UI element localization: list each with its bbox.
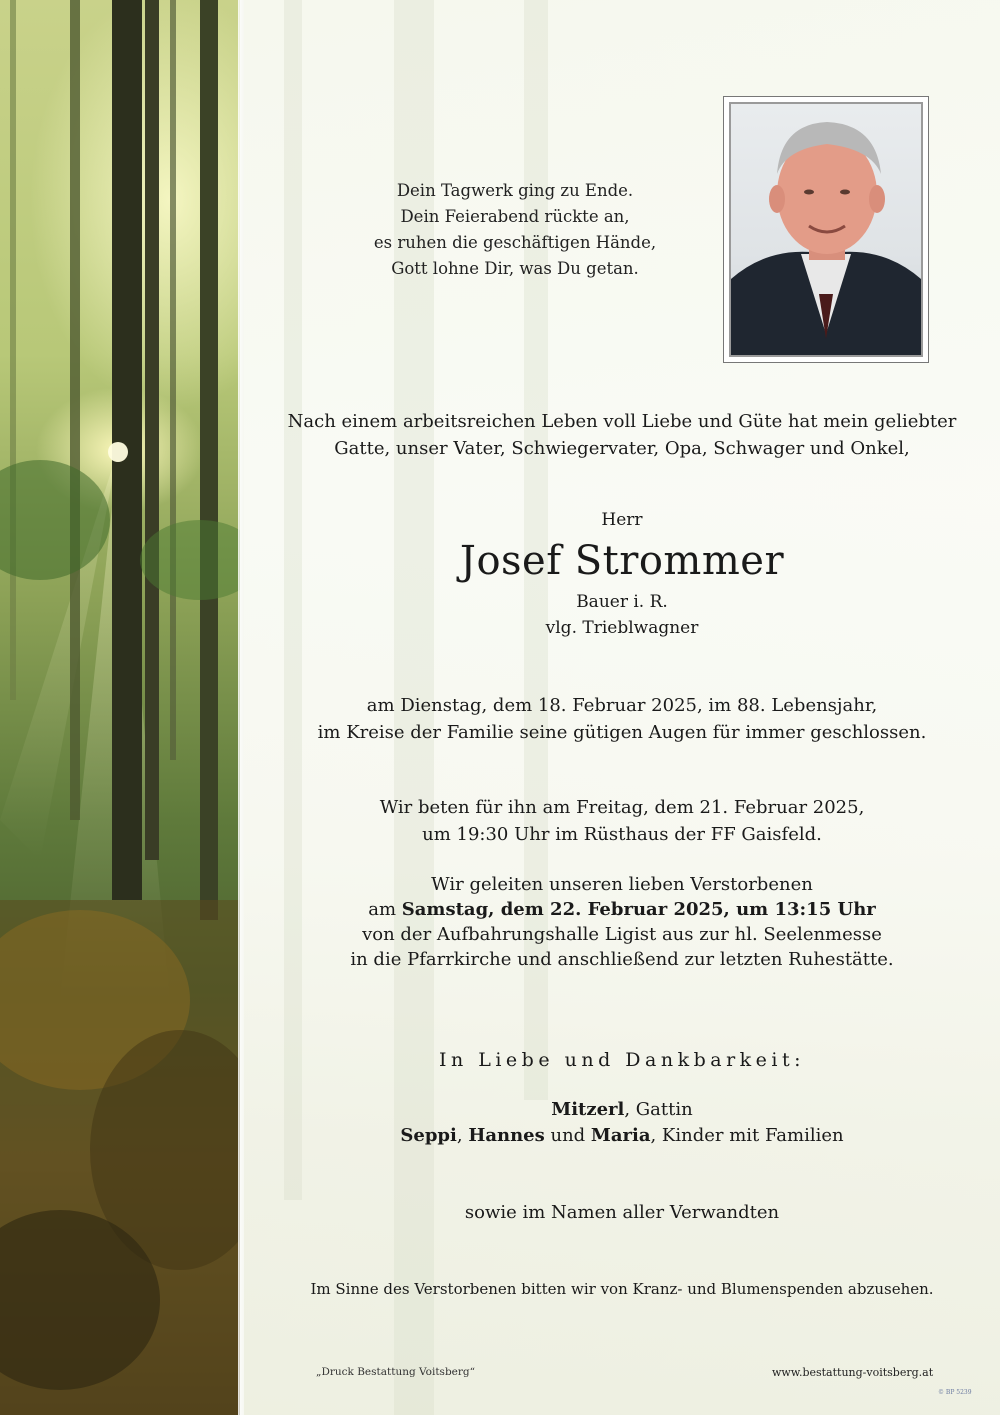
- verse-line: Gott lohne Dir, was Du getan.: [391, 259, 639, 278]
- deceased-name: Josef Strommer: [459, 538, 785, 584]
- death-text: [244, 692, 1000, 746]
- document-code: © BP 5239: [938, 1389, 972, 1396]
- verse-line: es ruhen die geschäftigen Hände,: [373, 233, 657, 252]
- prayer-line: Wir beten für ihn am Freitag, dem 21. Februar 2025,: [379, 797, 865, 818]
- portrait-frame: [723, 96, 929, 363]
- conjunction: und: [544, 1125, 591, 1146]
- deceased-farm-name: vlg. Trieblwagner: [545, 618, 699, 638]
- intro-line: Gatte, unser Vater, Schwiegervater, Opa, Schwager und Onkel,: [334, 438, 910, 459]
- deceased-occupation: Bauer i. R.: [576, 592, 668, 612]
- website-link[interactable]: www.bestattung-voitsberg.at: [772, 1366, 934, 1379]
- funeral-line: von der Aufbahrungshalle Ligist aus zur hl. Seelenmesse: [362, 924, 882, 945]
- mourner-wife: [244, 1099, 1000, 1120]
- verse-line: Dein Feierabend rückte an,: [400, 207, 630, 226]
- printer-credit: „Druck Bestattung Voitsberg“: [316, 1366, 475, 1378]
- funeral-date: Samstag, dem 22. Februar 2025, um 13:15 Uhr: [401, 899, 876, 920]
- portrait-photo: [729, 102, 923, 357]
- funeral-line: [244, 897, 1000, 922]
- flowers-notice: Im Sinne des Verstorbenen bitten wir von Kranz- und Blumenspenden abzusehen.: [310, 1280, 934, 1298]
- salutation: Herr: [601, 510, 643, 530]
- forest-image: [0, 0, 240, 1415]
- child-name: Hannes: [468, 1125, 545, 1146]
- funeral-line: in die Pfarrkirche und anschließend zur letzten Ruhestätte.: [350, 949, 894, 970]
- death-line: im Kreise der Familie seine gütigen Augen für immer geschlossen.: [317, 722, 927, 743]
- death-line: am Dienstag, dem 18. Februar 2025, im 88. Lebensjahr,: [366, 695, 878, 716]
- intro-line: Nach einem arbeitsreichen Leben voll Liebe und Güte hat mein geliebter: [287, 411, 957, 432]
- funeral-text: [244, 872, 1000, 972]
- relatives: sowie im Namen aller Verwandten: [464, 1202, 780, 1223]
- funeral-prefix: am: [368, 899, 402, 920]
- child-name: Seppi: [400, 1125, 457, 1146]
- child-name: Maria: [590, 1125, 651, 1146]
- verse: [300, 178, 730, 282]
- children-role: , Kinder mit Familien: [650, 1125, 844, 1146]
- wife-name: Mitzerl: [551, 1099, 625, 1120]
- mourner-children: [244, 1125, 1000, 1146]
- intro-text: [244, 408, 1000, 462]
- separator: ,: [456, 1125, 469, 1146]
- prayer-text: [244, 794, 1000, 848]
- verse-line: Dein Tagwerk ging zu Ende.: [396, 181, 634, 200]
- wife-role: , Gattin: [624, 1099, 693, 1120]
- prayer-line: um 19:30 Uhr im Rüsthaus der FF Gaisfeld.: [422, 824, 822, 845]
- mourners-heading: In Liebe und Dankbarkeit:: [438, 1049, 806, 1071]
- funeral-line: Wir geleiten unseren lieben Verstorbenen: [431, 874, 813, 895]
